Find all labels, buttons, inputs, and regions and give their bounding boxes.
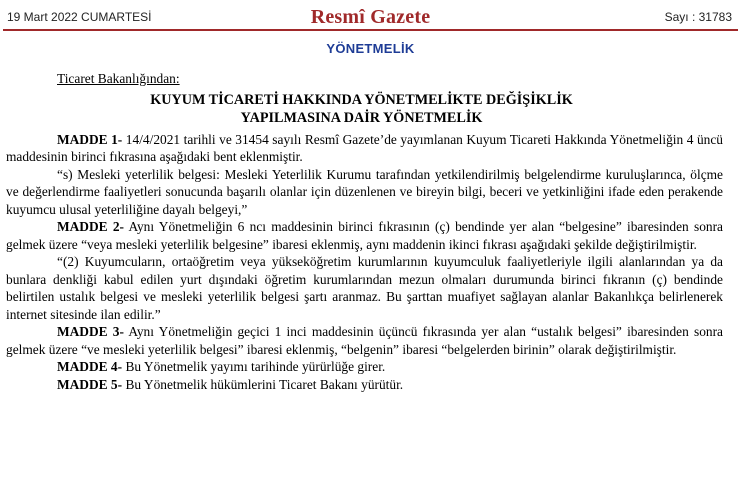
regulation-body (6, 70, 724, 393)
article-label: MADDE 3- (57, 324, 124, 339)
regulation-title (0, 91, 723, 127)
article-1-quote: “s) Mesleki yeterlilik belgesi: Mesleki Yeterlilik Kurumu tarafından yetkilendirilmiş belgelendirme kuruluşlarınca, ölçme ve değerlendirme faaliyetleri sonucunda başarılı olanlar için düzenlenen ve bireyin bilgi, beceri ve yetkinliğini ifade eden perakende kuyumcu ulusal yeterliliğine dayalı belgeyi,” (6, 166, 723, 217)
article-label: MADDE 5- (57, 376, 123, 392)
header-divider (3, 29, 738, 31)
article-1 (6, 131, 723, 166)
article-label: MADDE 4- (57, 359, 123, 374)
section-heading: YÖNETMELİK (326, 41, 415, 56)
article-4 (6, 358, 723, 376)
article-5 (6, 376, 723, 394)
issuing-ministry: Ticaret Bakanlığından: (57, 71, 180, 86)
gazette-masthead: Resmî Gazete (310, 6, 431, 28)
article-text: 14/4/2021 tarihli ve 31454 sayılı Resmî Gazete’de yayımlanan Kuyum Ticareti Hakkında Yönetmeliğin 4 üncü maddesinin birinci fıkrasına aşağıdaki bent eklenmiştir. (6, 131, 723, 164)
article-text: Aynı Yönetmeliğin 6 ncı maddesinin birinci fıkrasının (ç) bendinde yer alan “belgesine” ibaresinden sonra gelmek üzere “veya mesleki yeterlilik belgesine” ibaresi eklenmiş, aynı maddenin ikinci fıkrası aşağıdaki şekilde değiştirilmiştir. (6, 219, 723, 252)
article-text: Aynı Yönetmeliğin geçici 1 inci maddesinin üçüncü fıkrasında yer alan “ustalık belgesi” ibaresinden sonra gelmek üzere “ve mesleki yeterlilik belgesi” ibaresi eklenmiş, “belgenin” ibaresi “belgelerden birinin” olarak değiştirilmiştir. (6, 324, 724, 357)
gazette-header (7, 4, 734, 30)
article-label: MADDE 1- (57, 131, 123, 147)
article-text: Bu Yönetmelik hükümlerini Ticaret Bakanı yürütür. (125, 376, 404, 392)
regulation-title-line-2: YAPILMASINA DAİR YÖNETMELİK (240, 109, 483, 126)
header-date: 19 Mart 2022 CUMARTESİ (7, 10, 152, 24)
regulation-title-line-1: KUYUM TİCARETİ HAKKINDA YÖNETMELİKTE DEĞİŞİKLİK (150, 91, 573, 108)
article-text: Bu Yönetmelik yayımı tarihinde yürürlüğe girer. (125, 359, 386, 374)
article-label: MADDE 2- (57, 219, 124, 234)
article-2-quote: “(2) Kuyumcuların, ortaöğretim veya yükseköğretim kurumlarının kuyumculuk faaliyetleriyle ilgili alanlarından ya da bunlara denkliği kabul edilen yurt dışındaki öğretim kurumlarından mezun olmaları durumunda birinci fıkranın (ç) bendinde belirtilen ustalık belgesi ve mesleki yeterlilik belgesi şartı aranmaz. Bu şarttan muafiyet sağlayan alanlar Bakanlıkça belirlenerek internet sitesinde ilan edilir.” (6, 254, 723, 322)
article-3 (6, 323, 723, 358)
header-issue-number: Sayı : 31783 (664, 10, 732, 24)
article-2 (6, 218, 723, 253)
